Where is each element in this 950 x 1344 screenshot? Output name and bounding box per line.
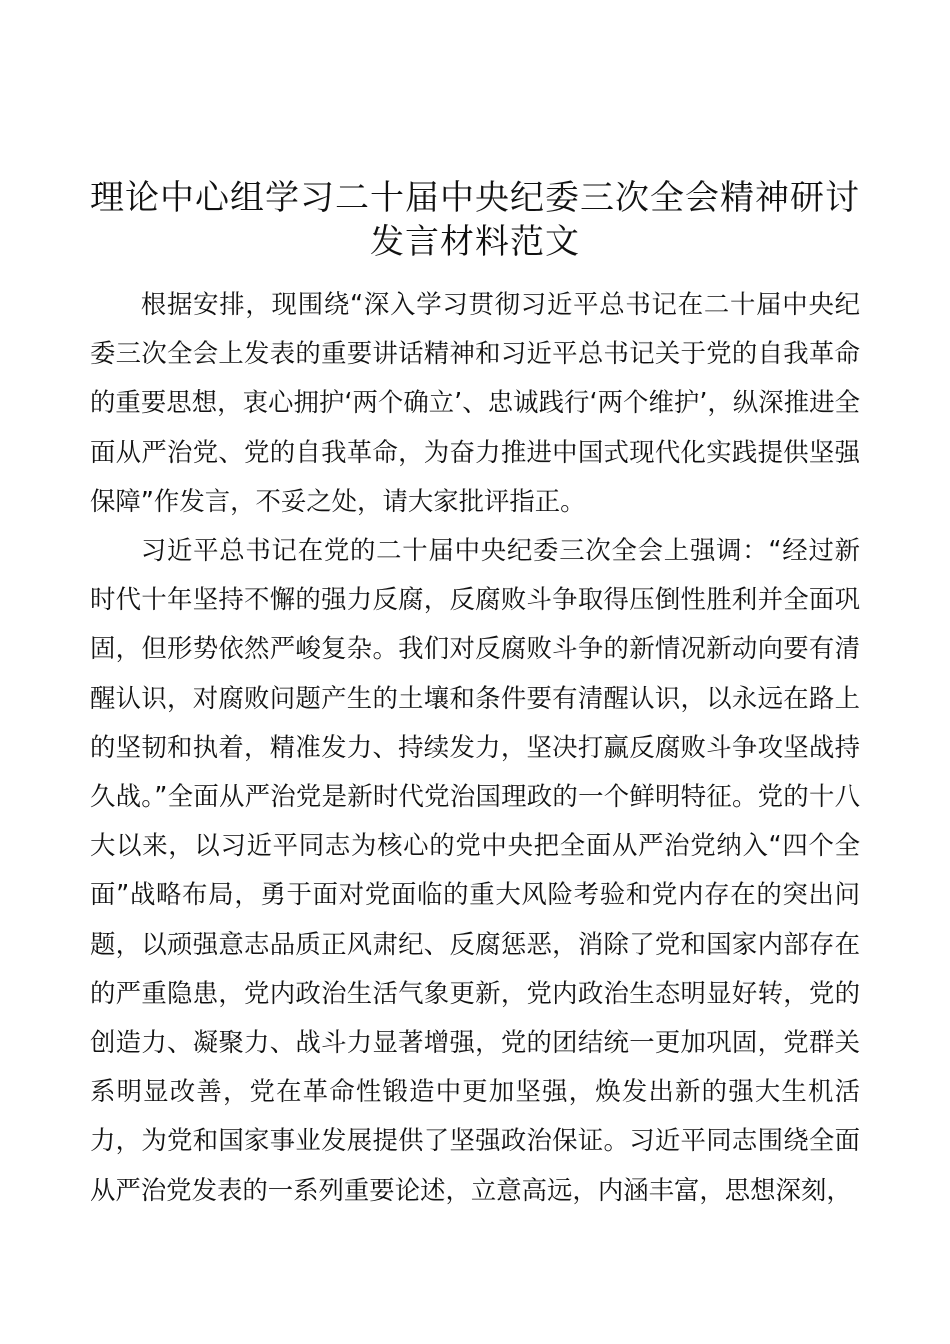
document-title: 理论中心组学习二十届中央纪委三次全会精神研讨发言材料范文	[90, 178, 860, 262]
document-body	[90, 280, 860, 1215]
paragraph-intro: 根据安排，现围绕“深入学习贯彻习近平总书记在二十届中央纪委三次全会上发表的重要讲话精神和习近平总书记关于党的自我革命的重要思想，衷心拥护‘两个确立’、忠诚践行‘两个维护’，纵深推进全面从严治党、党的自我革命，为奋力推进中国式现代化实践提供坚强保障”作发言，不妥之处，请大家批评指正。	[90, 289, 860, 516]
paragraph-main: 习近平总书记在党的二十届中央纪委三次全会上强调：“经过新时代十年坚持不懈的强力反腐，反腐败斗争取得压倒性胜利并全面巩固，但形势依然严峻复杂。我们对反腐败斗争的新情况新动向要有清醒认识，对腐败问题产生的土壤和条件要有清醒认识，以永远在路上的坚韧和执着，精准发力、持续发力，坚决打赢反腐败斗争攻坚战持久战。”全面从严治党是新时代党治国理政的一个鲜明特征。党的十八大以来，以习近平同志为核心的党中央把全面从严治党纳入“四个全面”战略布局，勇于面对党面临的重大风险考验和党内存在的突出问题，以顽强意志品质正风肃纪、反腐惩恶，消除了党和国家内部存在的严重隐患，党内政治生活气象更新，党内政治生态明显好转，党的创造力、凝聚力、战斗力显著增强，党的团结统一更加巩固，党群关系明显改善，党在革命性锻造中更加坚强，焕发出新的强大生机活力，为党和国家事业发展提供了坚强政治保证。习近平同志围绕全面从严治党发表的一系列重要论述，立意高远，内涵丰富，思想深刻，	[90, 535, 860, 1205]
